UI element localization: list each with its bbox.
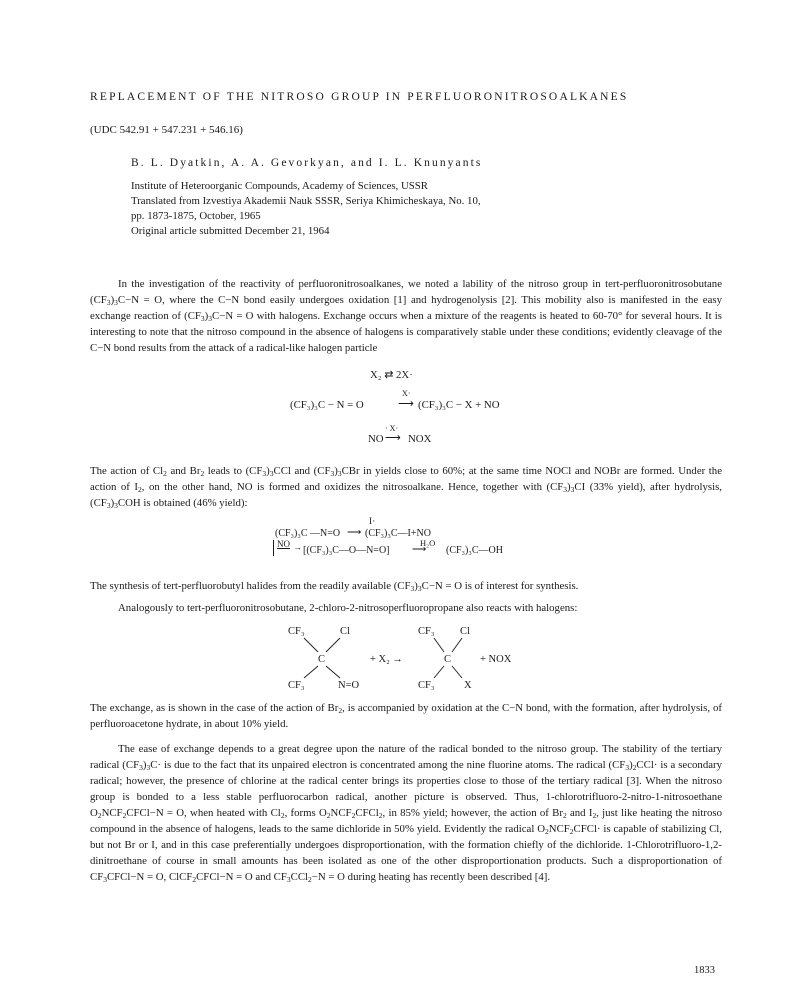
equation-arrow: → xyxy=(293,542,302,552)
scheme-h2o: H₂O xyxy=(420,538,436,548)
scheme-line2-right: (CF₃)₃C—OH xyxy=(446,545,503,556)
equation-halogen-dissociation: X₂ ⇄ 2X· xyxy=(370,369,413,381)
udc-code: (UDC 542.91 + 547.231 + 546.16) xyxy=(90,124,243,136)
struct-plus-x2: + X₂ → xyxy=(370,654,403,665)
bond-line xyxy=(304,638,318,652)
structure-reaction-diagram xyxy=(280,622,540,694)
equation-arrow: ⟶ xyxy=(412,544,427,555)
paragraph-synthesis: The synthesis of tert-perfluorobutyl halides from the readily available $(CF_3)_3C-N = O$ is of interest for synthesis. Analogously to tert-perfluoronitrosobutane, 2-chloro-2-nitrosoperfluoropropane also reacts with halogens: xyxy=(90,580,579,614)
struct-left-no: N=O xyxy=(338,680,360,691)
affiliation-line: Translated from Izvestiya Akademii Nauk SSSR, Seriya Khimicheskaya, No. 10, xyxy=(131,195,481,207)
equation-no-left: NO xyxy=(368,433,384,445)
scheme-line2-no: NO xyxy=(277,539,290,549)
bond-line xyxy=(304,666,318,678)
bond-line xyxy=(452,638,462,652)
article-title: REPLACEMENT OF THE NITROSO GROUP IN PERFLUORONITROSOALKANES xyxy=(90,91,629,103)
equation-exchange-left: (CF₃)₃C − N = O xyxy=(290,399,364,411)
affiliation-block xyxy=(131,179,481,239)
scheme-branch-line xyxy=(273,540,274,556)
affiliation-line: Institute of Heteroorganic Compounds, Academy of Sciences, USSR xyxy=(131,180,428,192)
scheme-line1-left: (CF₃)₃C —N=O xyxy=(275,528,341,539)
struct-left-c: C xyxy=(318,654,326,665)
paragraph-bromine: The exchange, as is shown in the case of the action of $Br_2$, is accompanied by oxidation at the C−N bond, with the formation, after hydrolysis, of perfluoroacetone hydrate, in about 10% yield. xyxy=(90,702,722,730)
struct-right-cf3-bottom: CF₃ xyxy=(418,680,435,691)
struct-right-cl: Cl xyxy=(460,626,470,637)
scheme-iodine-reagent: I· xyxy=(369,517,376,527)
affiliation-line: Original article submitted December 21, 1964 xyxy=(131,225,330,237)
equation-arrow: ⟶ xyxy=(347,527,362,538)
bond-line xyxy=(326,638,340,652)
affiliation-line: pp. 1873-1875, October, 1965 xyxy=(131,210,261,222)
equation-no-arrow-label: · X· xyxy=(385,424,399,433)
paragraph-radical-nature: The ease of exchange depends to a great degree upon the nature of the radical bonded to the nitroso group. The stability of the tertiary radical $(CF_3)_3C\cdot$ is due to the fact that its unpaired electron is concentrated among the nine fluorine atoms. The radical $(CF_3)_2CCl\cdot$ is a secondary radical; however, the presence of chlorine at the radical center brings its properties close to those of the tertiary radical [3]. When the nitroso group is bonded to a less stable perfluorocarbon radical, another picture is observed. Thus, 1-chlorotrifluoro-2-nitro-1-nitrosoethane $O_2NCF_2CFCl-N = O$, when heated with $Cl_2$, forms $O_2NCF_2CFCl_2$, in 85% yield; however, the action of $Br_2$ and $I_2$, just like heating the nitroso compound in the absence of halogens, leads to the same dichloride in 50% yield. Evidently the radical $O_2NCF_2CFCl\cdot$ is capable of stabilizing Cl, but not Br or I, and in this case preferentially undergoes disproportionation, with the formation chiefly of the dichloride. 1-Chlorotrifluoro-1,2-dinitroethane of course in small amounts has been isolated as one of the other disproportionation products. Such a disproportionation of $CF_3CFCl-N = O$, ClCF$_2$CFCl−N = O and $CF_3CCl_2-N = O$ during heating has recently been described [4]. xyxy=(90,743,723,884)
struct-right-cf3-top: CF₃ xyxy=(418,626,435,637)
equation-exchange-right: (CF₃)₃C − X + NO xyxy=(418,399,500,411)
struct-left-cl: Cl xyxy=(340,626,350,637)
equation-arrow: ⟶ xyxy=(385,432,401,444)
struct-right-c: C xyxy=(444,654,452,665)
struct-right-x: X xyxy=(464,680,472,691)
struct-left-cf3-bottom: CF₃ xyxy=(288,680,305,691)
struct-plus-nox: + NOX xyxy=(480,654,512,665)
bond-line xyxy=(452,666,462,678)
equation-exchange-arrow-label: X· xyxy=(402,389,411,398)
page-number: 1833 xyxy=(694,965,715,976)
bond-line xyxy=(326,666,340,678)
equation-no-right: NOX xyxy=(408,433,432,445)
bond-line xyxy=(434,666,444,678)
scheme-line1-right: (CF₃)₃C—I+NO xyxy=(365,528,431,539)
authors: B. L. Dyatkin, A. A. Gevorkyan, and I. L. Knunyants xyxy=(131,157,483,169)
equation-arrow: ⟶ xyxy=(398,398,414,410)
struct-left-cf3-top: CF₃ xyxy=(288,626,305,637)
scheme-line2-mid: [(CF₃)₃C—O—N=O] xyxy=(303,545,390,556)
paragraph-intro: In the investigation of the reactivity of perfluoronitrosoalkanes, we noted a lability of the nitroso group in tert-perfluoronitrosobutane $(CF_3)_3C-N = O$, where the C−N bond easily undergoes oxidation [1] and hydrogenolysis [2]. This mobility also is manifested in the easy exchange reaction of $(CF_3)_3C-N = O$ with halogens. Exchange occurs when a mixture of the reagents is heated to 60-70° for several hours. It is interesting to note that the nitroso compound in the absence of halogens is comparatively stable under these conditions; evidently cleavage of the C−N bond results from the attack of a radical-like halogen particle xyxy=(90,278,722,354)
paragraph-cl-br: The action of $Cl_2$ and $Br_2$ leads to $(CF_3)_3CCl$ and $(CF_3)_3CBr$ in yields close to 60%; at the same time NOCl and NOBr are formed. Under the action of $I_2$, on the other hand, NO is formed and oxidizes the nitrosoalkane. Hence, together with $(CF_3)_3CI$ (33% yield), after hydrolysis, $(CF_3)_3COH$ is obtained (46% yield): xyxy=(90,465,722,510)
bond-line xyxy=(434,638,444,652)
